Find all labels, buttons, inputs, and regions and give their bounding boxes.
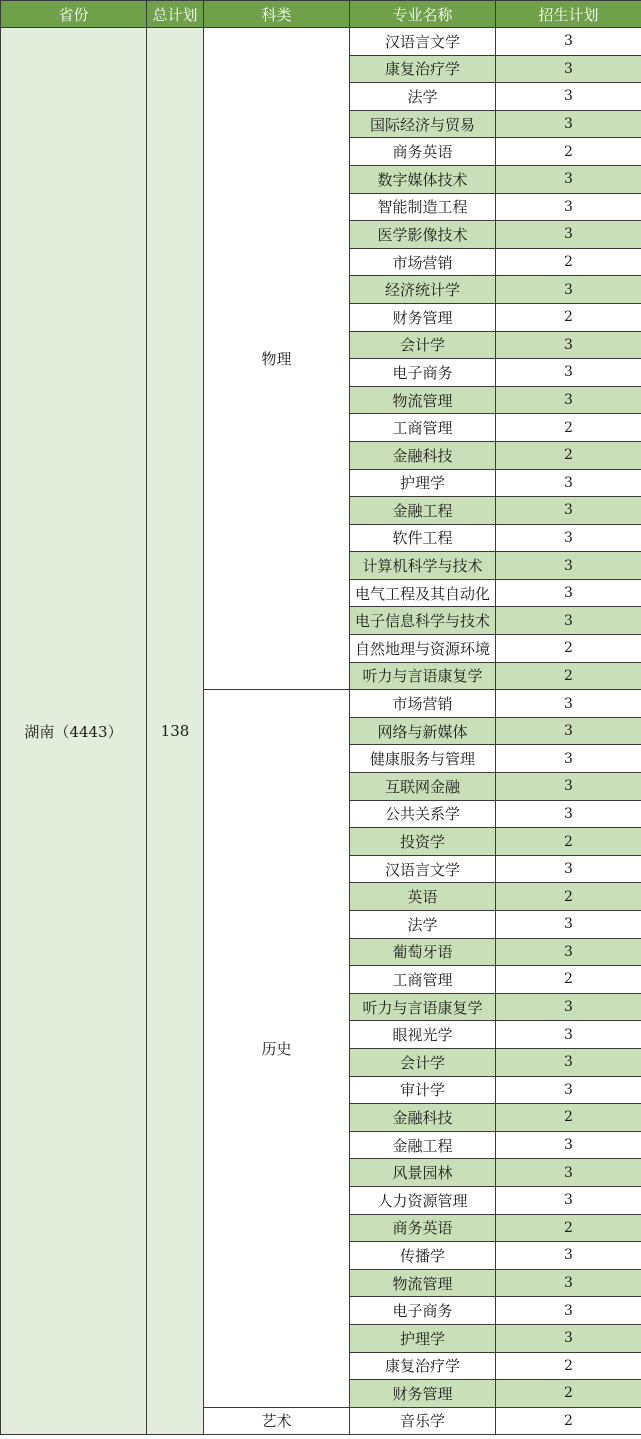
enrollment-plan-cell: 3 <box>496 1269 641 1297</box>
enrollment-plan-cell: 3 <box>496 1021 641 1049</box>
major-name-cell: 护理学 <box>350 1324 496 1352</box>
header-total-plan: 总计划 <box>147 1 204 28</box>
major-name-cell: 听力与言语康复学 <box>350 662 496 690</box>
enrollment-plan-cell: 3 <box>496 1297 641 1325</box>
enrollment-plan-cell: 2 <box>496 1352 641 1380</box>
major-name-cell: 听力与言语康复学 <box>350 993 496 1021</box>
major-name-cell: 康复治疗学 <box>350 1352 496 1380</box>
enrollment-plan-cell: 3 <box>496 193 641 221</box>
enrollment-plan-cell: 2 <box>496 248 641 276</box>
major-name-cell: 金融工程 <box>350 497 496 525</box>
major-name-cell: 风景园林 <box>350 1159 496 1187</box>
enrollment-plan-cell: 2 <box>496 883 641 911</box>
enrollment-plan-cell: 3 <box>496 911 641 939</box>
enrollment-plan-cell: 3 <box>496 221 641 249</box>
major-name-cell: 审计学 <box>350 1076 496 1104</box>
major-name-cell: 医学影像技术 <box>350 221 496 249</box>
enrollment-plan-cell: 3 <box>496 773 641 801</box>
major-name-cell: 物流管理 <box>350 386 496 414</box>
enrollment-plan-cell: 3 <box>496 359 641 387</box>
major-name-cell: 公共关系学 <box>350 800 496 828</box>
header-category: 科类 <box>204 1 350 28</box>
major-name-cell: 工商管理 <box>350 966 496 994</box>
province-cell: 湖南（4443） <box>1 28 147 1435</box>
enrollment-plan-cell: 3 <box>496 165 641 193</box>
enrollment-plan-cell: 3 <box>496 110 641 138</box>
enrollment-plan-cell: 3 <box>496 1242 641 1270</box>
enrollment-plan-cell: 3 <box>496 855 641 883</box>
enrollment-plan-cell: 3 <box>496 552 641 580</box>
enrollment-plan-cell: 3 <box>496 745 641 773</box>
major-name-cell: 法学 <box>350 83 496 111</box>
major-name-cell: 软件工程 <box>350 524 496 552</box>
major-name-cell: 市场营销 <box>350 690 496 718</box>
enrollment-plan-cell: 2 <box>496 966 641 994</box>
enrollment-plan-cell: 2 <box>496 1104 641 1132</box>
enrollment-plan-cell: 2 <box>496 1214 641 1242</box>
enrollment-plan-cell: 3 <box>496 1159 641 1187</box>
major-name-cell: 音乐学 <box>350 1407 496 1435</box>
enrollment-plan-cell: 3 <box>496 1324 641 1352</box>
enrollment-plan-cell: 3 <box>496 1076 641 1104</box>
major-name-cell: 眼视光学 <box>350 1021 496 1049</box>
major-name-cell: 商务英语 <box>350 138 496 166</box>
major-name-cell: 金融科技 <box>350 441 496 469</box>
enrollment-plan-cell: 2 <box>496 635 641 663</box>
major-name-cell: 经济统计学 <box>350 276 496 304</box>
major-name-cell: 健康服务与管理 <box>350 745 496 773</box>
enrollment-plan-cell: 3 <box>496 800 641 828</box>
major-name-cell: 网络与新媒体 <box>350 717 496 745</box>
enrollment-plan-cell: 3 <box>496 993 641 1021</box>
enrollment-plan-cell: 3 <box>496 1186 641 1214</box>
major-name-cell: 国际经济与贸易 <box>350 110 496 138</box>
major-name-cell: 葡萄牙语 <box>350 938 496 966</box>
major-name-cell: 互联网金融 <box>350 773 496 801</box>
major-name-cell: 会计学 <box>350 1048 496 1076</box>
header-enrollment-plan: 招生计划 <box>496 1 641 28</box>
major-name-cell: 物流管理 <box>350 1269 496 1297</box>
total-plan-cell: 138 <box>147 28 204 1435</box>
major-name-cell: 英语 <box>350 883 496 911</box>
enrollment-plan-cell: 3 <box>496 276 641 304</box>
major-name-cell: 市场营销 <box>350 248 496 276</box>
major-name-cell: 投资学 <box>350 828 496 856</box>
major-name-cell: 会计学 <box>350 331 496 359</box>
major-name-cell: 财务管理 <box>350 303 496 331</box>
enrollment-plan-cell: 2 <box>496 828 641 856</box>
major-name-cell: 电子信息科学与技术 <box>350 607 496 635</box>
enrollment-plan-cell: 3 <box>496 579 641 607</box>
enrollment-plan-cell: 3 <box>496 717 641 745</box>
major-name-cell: 电子商务 <box>350 359 496 387</box>
enrollment-plan-cell: 3 <box>496 83 641 111</box>
enrollment-plan-cell: 3 <box>496 690 641 718</box>
major-name-cell: 汉语言文学 <box>350 28 496 56</box>
major-name-cell: 护理学 <box>350 469 496 497</box>
major-name-cell: 电子商务 <box>350 1297 496 1325</box>
enrollment-plan-cell: 3 <box>496 331 641 359</box>
enrollment-plan-cell: 2 <box>496 1380 641 1408</box>
major-name-cell: 汉语言文学 <box>350 855 496 883</box>
enrollment-plan-cell: 3 <box>496 607 641 635</box>
major-name-cell: 康复治疗学 <box>350 55 496 83</box>
major-name-cell: 金融科技 <box>350 1104 496 1132</box>
enrollment-plan-cell: 3 <box>496 524 641 552</box>
enrollment-plan-cell: 2 <box>496 303 641 331</box>
major-name-cell: 法学 <box>350 911 496 939</box>
enrollment-plan-cell: 2 <box>496 414 641 442</box>
enrollment-plan-cell: 3 <box>496 55 641 83</box>
enrollment-plan-cell: 3 <box>496 28 641 56</box>
enrollment-plan-cell: 2 <box>496 138 641 166</box>
major-name-cell: 财务管理 <box>350 1380 496 1408</box>
enrollment-plan-cell: 2 <box>496 662 641 690</box>
header-province: 省份 <box>1 1 147 28</box>
enrollment-plan-cell: 2 <box>496 441 641 469</box>
enrollment-plan-cell: 3 <box>496 469 641 497</box>
enrollment-plan-cell: 3 <box>496 1131 641 1159</box>
major-name-cell: 人力资源管理 <box>350 1186 496 1214</box>
major-name-cell: 传播学 <box>350 1242 496 1270</box>
category-cell: 物理 <box>204 28 350 690</box>
major-name-cell: 电气工程及其自动化 <box>350 579 496 607</box>
enrollment-plan-cell: 3 <box>496 386 641 414</box>
enrollment-plan-cell: 3 <box>496 497 641 525</box>
major-name-cell: 计算机科学与技术 <box>350 552 496 580</box>
header-row <box>1 1 641 28</box>
major-name-cell: 工商管理 <box>350 414 496 442</box>
enrollment-plan-cell: 3 <box>496 1048 641 1076</box>
table-body <box>1 28 641 1435</box>
header-major-name: 专业名称 <box>350 1 496 28</box>
enrollment-plan-cell: 2 <box>496 1407 641 1435</box>
major-name-cell: 金融工程 <box>350 1131 496 1159</box>
table-row <box>1 28 641 56</box>
major-name-cell: 自然地理与资源环境 <box>350 635 496 663</box>
category-cell: 历史 <box>204 690 350 1407</box>
major-name-cell: 智能制造工程 <box>350 193 496 221</box>
major-name-cell: 数字媒体技术 <box>350 165 496 193</box>
category-cell: 艺术 <box>204 1407 350 1435</box>
major-name-cell: 商务英语 <box>350 1214 496 1242</box>
enrollment-plan-cell: 3 <box>496 938 641 966</box>
